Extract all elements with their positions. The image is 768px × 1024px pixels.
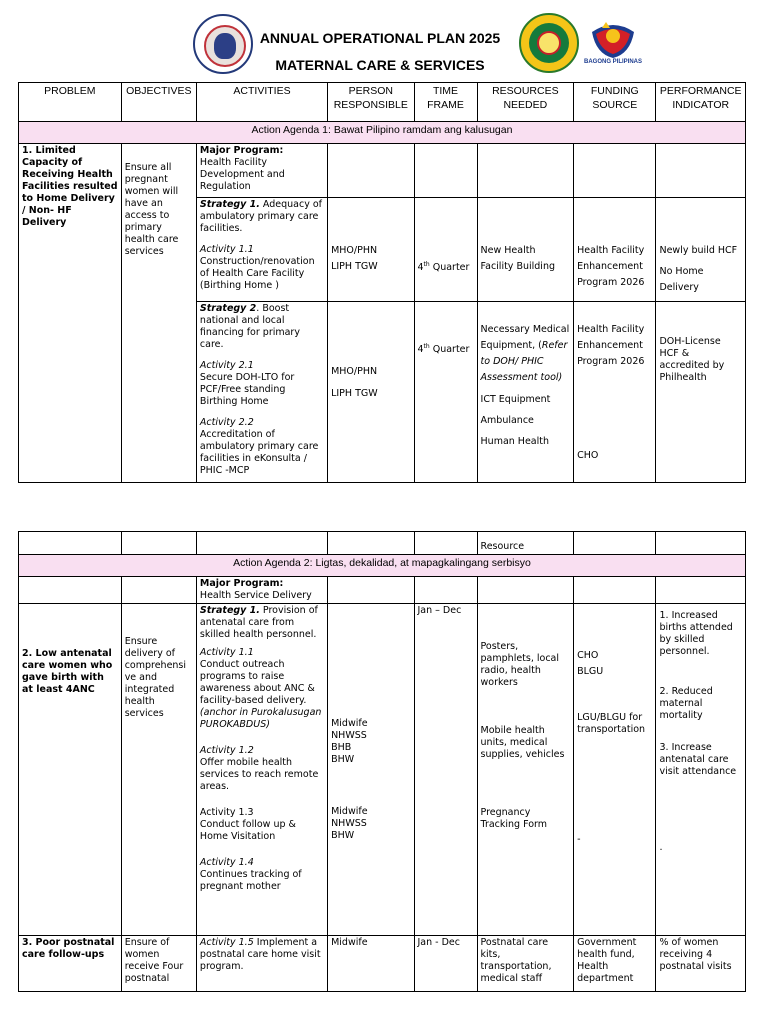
resources-cell: Necessary Medical Equipment, (Refer to DOH/ PHIC Assessment tool) ICT Equipment Ambulance Human Health	[477, 302, 574, 483]
person-cell: Midwife	[328, 936, 414, 992]
col-header-person-responsible: PERSON RESPONSIBLE	[328, 83, 414, 122]
action-agenda-1: Action Agenda 1: Bawat Pilipino ramdam ang kalusugan	[19, 122, 746, 144]
major-program-text: Health Facility Development and Regulation	[199, 157, 285, 192]
strategy-1-cell: Strategy 1. Provision of antenatal care from skilled health personnel. Activity 1.1 Conduct outreach programs to raise awareness about ANC & facility-based delivery. (anchor in Purokalusugan PUROKABDUS) Activity 1.2 Offer mobile health services to reach remote areas. Activity 1.3 Conduct follow up & Home Visitation Activity 1.4 Continues tracking of pregnant mother	[196, 604, 327, 936]
indicator-cell: % of women receiving 4 postnatal visits	[656, 936, 746, 992]
col-header-performance-indicator: PERFORMANCE INDICATOR	[656, 83, 746, 122]
plan-title: ANNUAL OPERATIONAL PLAN 2025	[259, 30, 501, 46]
activity-label: Activity 2.1	[199, 360, 254, 371]
objective-cell: Ensure all pregnant women will have an access to primary health care services	[121, 144, 196, 483]
action-agenda-2: Action Agenda 2: Ligtas, dekalidad, at mapagkalingang serbisyo	[19, 555, 746, 577]
problem-cell: 3. Poor postnatal care follow-ups	[19, 936, 122, 992]
funding-cell: Health Facility Enhancement Program 2026 CHO	[574, 302, 656, 483]
col-header-time-frame: TIME FRAME	[414, 83, 477, 122]
time-frame-cell: Jan - Dec	[414, 936, 477, 992]
activity-label: Activity 2.2	[199, 417, 254, 428]
time-frame-cell: 4th Quarter	[414, 302, 477, 483]
activity-text: Secure DOH-LTO for PCF/Free standing Birthing Home	[199, 372, 295, 407]
funding-cell: CHO BLGU LGU/BLGU for transportation -	[574, 604, 656, 936]
operational-plan-table-1	[18, 82, 746, 483]
activity-label: Activity 1.1	[199, 647, 254, 658]
strategy-text: Adequacy of ambulatory primary care facilities.	[199, 199, 323, 234]
person-mho: MHO/PHN	[331, 245, 378, 256]
col-header-resources-needed: RESOURCES NEEDED	[477, 83, 574, 122]
person-cell	[328, 198, 414, 302]
operational-plan-table-2	[18, 531, 746, 992]
table-row	[19, 532, 746, 555]
col-header-activities: ACTIVITIES	[196, 83, 327, 122]
activity-cell: Activity 1.5 Implement a postnatal care home visit program.	[196, 936, 327, 992]
person-cell: MHO/PHN LIPH TGW	[328, 302, 414, 483]
table-row	[19, 144, 746, 198]
col-header-problem: PROBLEM	[19, 83, 122, 122]
table-row	[19, 936, 746, 992]
bagong-pilipinas-text: BAGONG PILIPINAS	[583, 59, 642, 65]
strategy-label: Strategy 2	[199, 303, 257, 314]
strategy-1-cell	[196, 198, 327, 302]
problem-cell: 2. Low antenatal care women who gave birth with at least 4ANC	[19, 604, 122, 936]
col-header-objectives: OBJECTIVES	[121, 83, 196, 122]
resources-cell: Postnatal care kits, transportation, medical staff	[477, 936, 574, 992]
major-program-cell	[196, 144, 327, 198]
resources-cell: New Health Facility Building	[477, 198, 574, 302]
indicator-cell: Newly build HCF No Home Delivery	[656, 198, 746, 302]
indicator-cell: DOH-License HCF & accredited by Philhealth	[656, 302, 746, 483]
plan-subtitle: MATERNAL CARE & SERVICES	[275, 57, 485, 73]
person-cell: Midwife NHWSS BHB BHW Midwife NHWSS BHW	[328, 604, 414, 936]
resources-cell: Resource	[477, 532, 574, 555]
activity-label: Activity 1.1	[199, 244, 254, 255]
funding-cell: Government health fund, Health department	[574, 936, 656, 992]
activity-label: Activity 1.4	[199, 857, 254, 868]
person-liph: LIPH TGW	[331, 261, 378, 272]
page-header	[0, 0, 768, 80]
activity-label: Activity 1.2	[199, 745, 254, 756]
table-header-row	[19, 83, 746, 122]
strategy-label: Strategy 1.	[199, 199, 260, 210]
table-row	[19, 604, 746, 936]
bagong-pilipinas-logo-icon	[583, 14, 642, 70]
activity-label: Activity 1.3	[199, 807, 254, 818]
objective-cell: Ensure of women receive Four postnatal	[121, 936, 196, 992]
activity-text: Construction/renovation of Health Care Facility (Birthing Home )	[199, 256, 315, 291]
strategy-text: . Boost national and local financing for primary care.	[199, 303, 300, 350]
indicator-cell: 1. Increased births attended by skilled personnel. 2. Reduced maternal mortality 3. Increase antenatal care visit attendance .	[656, 604, 746, 936]
doh-seal-icon	[519, 13, 579, 73]
major-program-label: Major Program:	[199, 145, 284, 156]
objective-cell: Ensure delivery of comprehensi ve and integrated health services	[121, 604, 196, 936]
activity-text: Accreditation of ambulatory primary care facilities in eKonsulta / PHIC -MCP	[199, 429, 319, 476]
funding-cell: Health Facility Enhancement Program 2026	[574, 198, 656, 302]
col-header-funding-source: FUNDING SOURCE	[574, 83, 656, 122]
agenda-row	[19, 555, 746, 577]
problem-cell: 1. Limited Capacity of Receiving Health Facilities resulted to Home Delivery / Non- HF Delivery	[19, 144, 122, 483]
strategy-2-cell	[196, 302, 327, 483]
agenda-row	[19, 122, 746, 144]
resources-cell: Posters, pamphlets, local radio, health workers Mobile health units, medical supplies, vehicles Pregnancy Tracking Form	[477, 604, 574, 936]
time-frame-cell: Jan – Dec	[414, 604, 477, 936]
major-program-cell: Major Program: Health Service Delivery	[196, 577, 327, 604]
table-row	[19, 577, 746, 604]
time-frame-cell: 4th Quarter	[414, 198, 477, 302]
